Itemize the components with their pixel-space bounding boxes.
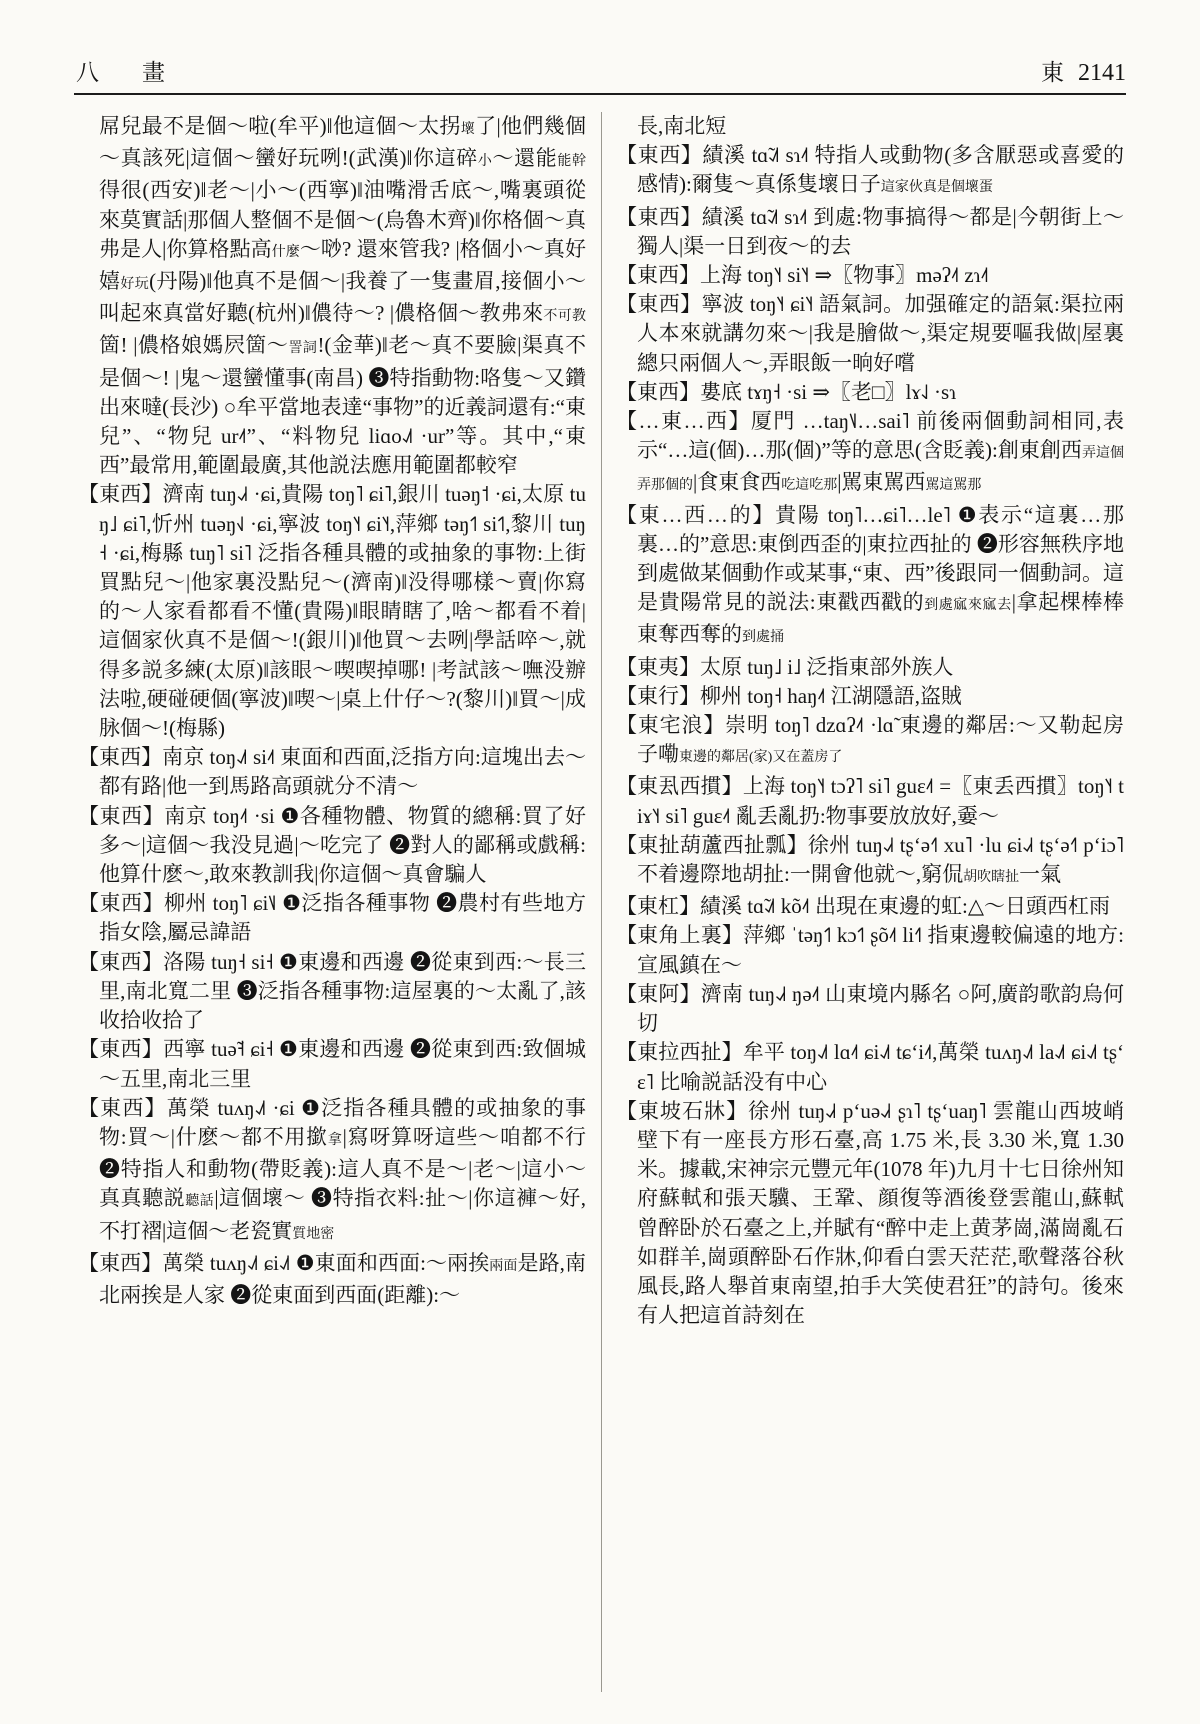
gloss-small-text: 質地密 xyxy=(292,1226,335,1242)
gloss-small-text: 吃這吃那 xyxy=(781,478,838,494)
dict-entry xyxy=(616,290,1124,378)
entry-text: 【東西】上海 toŋ˥˧ si˥˧ ⇒〖物事〗məʔ˨˦ zɿ˨˦ xyxy=(616,263,989,288)
entry-text: 【東宅浪】崇明 toŋ˥ dzɑʔ˨˦ ·lɑ̃ 東邊的鄰居:～又勒起房子嘞 xyxy=(616,713,1124,767)
gloss-small-text: 駡這駡那 xyxy=(925,478,982,494)
entry-text: |食東食西 xyxy=(693,470,782,495)
entry-text: ～還能 xyxy=(492,146,558,171)
left-column xyxy=(78,112,586,1310)
entry-text: 【東西】婁底 tɤŋ˧ ·si ⇒〖老□〗lɤ˨˩ ·sɿ xyxy=(616,379,957,404)
entry-text: 長,南北短 xyxy=(637,114,727,138)
gloss-small-text: 到處寙來寙去 xyxy=(924,598,1012,614)
dict-entry xyxy=(78,889,586,947)
dict-entry xyxy=(78,1094,586,1249)
gloss-small-text: 好玩 xyxy=(120,277,150,293)
dict-entry xyxy=(616,921,1124,979)
gloss-small-text: 不可教 xyxy=(543,309,587,325)
entry-text: 一氣 xyxy=(1019,862,1062,887)
guide-word xyxy=(1041,54,1126,87)
entry-text: |寫呀算呀這些～咱都不行 ❷特指人和動物(帶貶義):這人真不是～|老～|這小～真真聽説 xyxy=(99,1124,587,1211)
entry-text: 了|他們幾個～真該死|這個～蠻好玩咧!(武漢)‖你這碎 xyxy=(99,114,587,171)
entry-text: 【東西】南京 toŋ˨˦ ·si ❶各種物體、物質的總稱:買了好多～|這個～我没見過|～吃完了 ❷對人的鄙稱或戲稱:他算什麽～,敢來教訓我|你這個～真會騙人 xyxy=(78,803,586,887)
entry-text: 【東西】萬榮 tuʌŋ˨˩˦ ·ɕi ❶泛指各種具體的或抽象的事物:買～|什麽～都不用撳 xyxy=(78,1095,586,1149)
entry-text: 【東杠】績溪 tɑ̃˨˩˦ kõ˨˦ 出現在東邊的虹:△～日頭西杠雨 xyxy=(616,894,1110,919)
entry-text: |這個壞～ ❸特指衣料:扯～|你這褲～好,不打褶|這個～老瓷實 xyxy=(99,1186,587,1243)
gloss-small-text: 兩面 xyxy=(489,1258,518,1274)
gloss-small-text: 聽話 xyxy=(185,1194,215,1210)
entry-text: 【東西】南京 toŋ˨˩˦ si˨˦ 東面和西面,泛指方向:這塊出去～都有路|他一到馬路高頭就分不清～ xyxy=(78,745,586,799)
dict-entry xyxy=(78,1035,586,1093)
entry-text: |拿起棵棒棒東奪西奪的 xyxy=(637,590,1124,647)
running-head xyxy=(76,54,1126,87)
entry-text: 【東西】濟南 tuŋ˨˩˧ ·ɕi,貴陽 toŋ˥ ɕi˥,銀川 tuəŋ˦ ·ɕi,太原 tuŋ˩ ɕi˥,忻州 tuəŋ˧˩ ·ɕi,寧波 toŋ˥˧ ɕi˥˧,萍鄉 təŋ˦˥ si˦˥,黎川 tuŋ˧ ·ɕi,梅縣 tuŋ˥ si˥ 泛指各種具體的或抽象的事物:上街買點兒～|他家裏没點兒～(濟南)‖没得哪樣～賣|你寫的～人家看都看不懂(貴陽)‖眼睛瞎了,啥～都看不着|這個家伙真不是個～!(銀川)‖他買～去咧|學話啐～,就得多説多練(太原)‖該眼～喫喫掉哪! |考試該～嘸没辦法啦,硬碰硬個(寧波)‖喫～|桌上什仔～?(黎川)‖買～|成脉個～!(梅縣) xyxy=(78,482,586,741)
gloss-small-text: 小 xyxy=(477,154,493,170)
entry-text: 【東西】萬榮 tuʌŋ˨˩˦ ɕi˨˩˦ ❶東面和西面:～兩挨 xyxy=(78,1250,490,1275)
right-column xyxy=(616,112,1124,1330)
gloss-small-text: 胡吹瞎扯 xyxy=(963,870,1020,886)
entry-text: 是路,南北兩挨是人家 ❷從東面到西面(距離):～ xyxy=(99,1250,587,1307)
dict-entry xyxy=(78,743,586,801)
entry-text: 【東西】柳州 toŋ˥ ɕi˥˩ ❶泛指各種事物 ❷農村有些地方指女陰,屬忌諱語 xyxy=(78,891,586,945)
entry-text: 【…東…西】厦門 …taŋ˥˩…sai˥ 前後兩個動詞相同,表示“…這(個)…那(個)”等的意思(含貶義):創東創西 xyxy=(616,409,1124,463)
dict-entry xyxy=(616,772,1124,830)
page-number: 2141 xyxy=(1078,60,1126,86)
dict-entry xyxy=(616,501,1124,653)
dict-entry xyxy=(616,980,1124,1038)
gloss-small-text: 壞 xyxy=(460,122,476,137)
dict-entry xyxy=(616,711,1124,772)
dict-entry xyxy=(78,1249,586,1310)
dict-entry xyxy=(616,203,1124,261)
entry-text: 【東…西…的】貴陽 toŋ˥…ɕi˥…le˥ ❶表示“這裏…那裏…的”意思:東倒西歪的|東拉西扯的 ❷形容無秩序地到處做某個動作或某事,“東、西”後跟同一個動詞。這是貴陽常見的説法:東戳西戳的 xyxy=(616,502,1124,615)
entry-text: 屌兒最不是個～啦(牟平)‖他這個～太拐 xyxy=(99,114,461,138)
entry-text: |駡東駡西 xyxy=(837,470,926,495)
section-label: 八 畫 xyxy=(76,60,175,85)
gloss-small-text: 這家伙真是個壞蛋 xyxy=(880,180,993,196)
entry-text: 【東厾西摜】上海 toŋ˥˧ tɔʔ˥ si˥ guɛ˨˦ =〖東丢西摜〗toŋ˥˧ tiɤ˥˧ si˥ guɛ˨˦ 亂丢亂扔:物事要放放好,嫑～ xyxy=(616,774,1124,828)
dict-entry xyxy=(78,480,586,743)
dict-entry xyxy=(616,407,1124,501)
entry-text: 【東西】寧波 toŋ˥˧ ɕi˥˧ 語氣詞。加强確定的語氣:渠拉兩人本來就講勿來～|我是膾做～,渠定規要嘔我做|屋裏總只兩個人～,弄眼飯一晌好嚐 xyxy=(616,292,1124,375)
gloss-small-text: 東邊的鄰居(家)又在蓋房了 xyxy=(679,750,843,766)
dict-entry xyxy=(616,653,1124,682)
dict-entry xyxy=(616,892,1124,921)
entry-text: 【東阿】濟南 tuŋ˨˩˧ ŋə˨˦ 山東境内縣名 ○阿,廣韵歌韵烏何切 xyxy=(616,981,1124,1036)
dict-entry xyxy=(78,802,586,890)
dict-entry xyxy=(616,1038,1124,1096)
entry-text: 【東拉西扯】牟平 toŋ˨˩˦ lɑ˨˦ ɕi˨˩˦ tɕʻi˨˦,萬榮 tuʌŋ˨˩˦ la˨˩˦ ɕi˨˩˦ tʂʻɛ˥ 比喻説話没有中心 xyxy=(616,1040,1124,1094)
dict-entry xyxy=(616,831,1124,892)
entry-continuation xyxy=(616,112,1124,141)
dict-entry xyxy=(616,261,1124,290)
entry-text: 【東坡石牀】徐州 tuŋ˨˩˧ pʻuə˨˩˧ ʂɿ˥ tʂʻuaŋ˥ 雲龍山西坡峭壁下有一座長方形石臺,高 1.75 米,長 3.30 米,寬 1.30 米。據載,宋神宗元豐元年(1078 年)九月十七日徐州知府蘇軾和張天驥、王鞏、顔復等酒後登雲龍山,蘇軾曾醉卧於石臺之上,并賦有“醉中走上黄茅崗,滿崗亂石如群羊,崗頭醉卧石作牀,仰看白雲天茫茫,歌聲落谷秋風長,路人舉首東南望,拍手大笑使君狂”的詩句。後來有人把這首詩刻在 xyxy=(616,1098,1124,1328)
entry-continuation xyxy=(78,112,586,480)
dict-entry xyxy=(78,948,586,1036)
entry-text: 【東西】洛陽 tuŋ˧ si˧ ❶東邊和西邊 ❷從東到西:～長三里,南北寬二里 ❸泛指各種事物:這屋裏的～太亂了,該收拾收拾了 xyxy=(78,949,586,1033)
gloss-small-text: 弄這個弄那個的 xyxy=(637,446,1124,494)
gloss-small-text: 拿 xyxy=(327,1132,343,1148)
gloss-small-text: 什麼 xyxy=(271,244,300,260)
entry-text: 【東扯葫蘆西扯瓢】徐州 tuŋ˨˩˧ tʂʻə˧˥ xu˥ ·lu ɕi˨˩˧ tʂʻə˧˥ pʻiɔ˥ 不着邊際地胡扯:一開會他就～,窮侃 xyxy=(616,832,1124,887)
dict-entry xyxy=(616,378,1124,407)
entry-text: ～唦? 還來管我? |格個小～真好嬉 xyxy=(99,236,586,294)
head-character: 東 xyxy=(1041,60,1064,85)
entry-text: 【東西】西寧 tuə̃˧ ɕi˧ ❶東邊和西邊 ❷從東到西:致個城～五里,南北三里 xyxy=(78,1037,586,1091)
entry-text: 箇! |儂格娘媽屄箇～ xyxy=(99,333,289,358)
entry-text: !(金華)‖老～真不要臉|渠真不是個～! |鬼～還蠻懂事(南昌) ❸特指動物:咯隻～又鑽出來噠(長沙) ○牟平當地表達“事物”的近義詞還有:“東兒”、“物兒 ur˨˦”、“料物兒 liɑo˨˩˦ ·ur”等。其中,“東西”最常用,範圍最廣,其他説法應用範圍都較窄 xyxy=(99,333,586,478)
dict-entry xyxy=(616,1097,1124,1331)
entry-text: 得很(西安)‖老～|小～(西寧)‖油嘴滑舌底～,嘴裏頭從來莫實話|那個人整個不是個～(烏魯木齊)‖你格個～真弗是人|你算格點高 xyxy=(99,178,586,261)
gloss-small-text: 能幹 xyxy=(557,154,587,170)
dict-entry xyxy=(616,682,1124,711)
entry-text: 【東角上裏】萍鄉 ˈtəŋ˦˥ kɔ˦˥ ʂõ˨˦ li˧˥ 指東邊較偏遠的地方:宣風鎮在～ xyxy=(616,923,1124,977)
entry-text: (丹陽)‖他真不是個～|我養了一隻畫眉,接個小～叫起來真當好聽(杭州)‖儂待～? |儂格個～教弗來 xyxy=(99,269,587,326)
entry-text: 【東行】柳州 toŋ˧ haŋ˨˦ 江湖隱語,盗賊 xyxy=(616,683,963,708)
dict-entry xyxy=(616,141,1124,202)
gloss-small-text: 到處捅 xyxy=(742,630,784,646)
gloss-small-text: 詈詞 xyxy=(288,341,318,357)
column-divider xyxy=(601,112,602,1692)
entry-text: 【東西】績溪 tɑ̃˨˩˦ sɿ˨˦ 特指人或動物(多含厭惡或喜愛的感情):爾隻～真係隻壞日子 xyxy=(616,143,1124,197)
entry-text: 【東夷】太原 tuŋ˩ i˩ 泛指東部外族人 xyxy=(616,654,954,679)
header-rule xyxy=(74,93,1126,95)
entry-text: 【東西】績溪 tɑ̃˨˩˦ sɿ˨˦ 到處:物事搞得～都是|今朝街上～獨人|渠一日到夜～的去 xyxy=(616,204,1124,258)
